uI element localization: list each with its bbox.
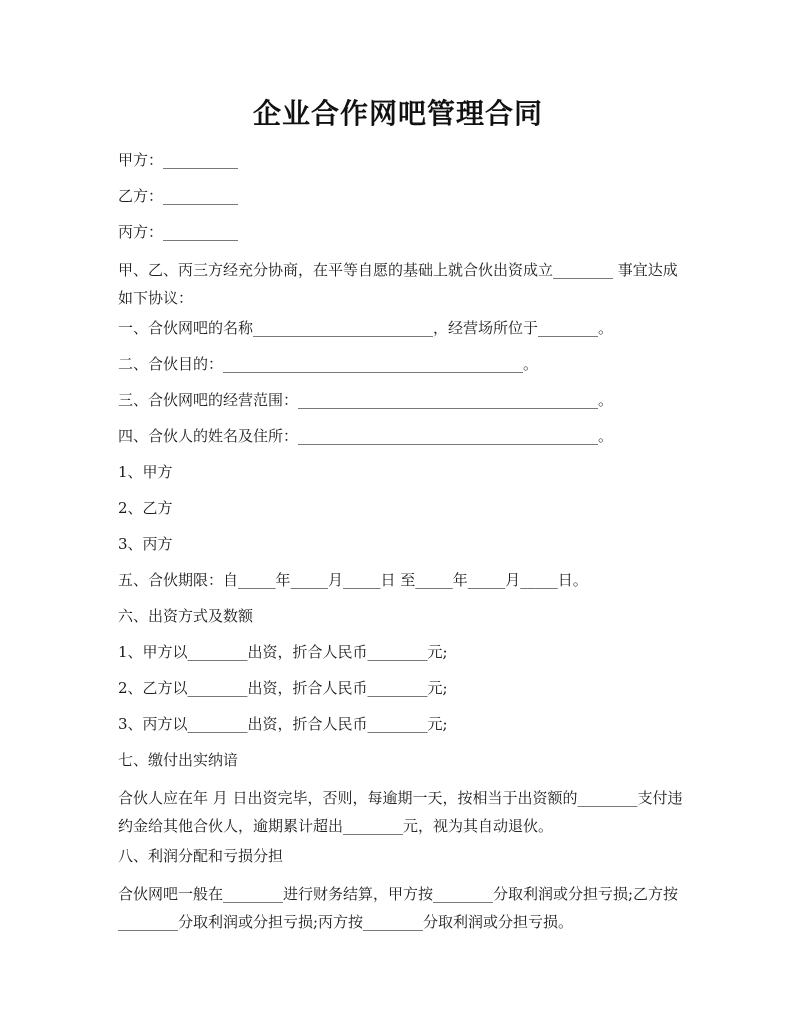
document-title: 企业合作网吧管理合同: [252, 97, 543, 130]
party-b-line: 乙方：__________: [118, 187, 239, 205]
partner-item-b: 2、乙方: [118, 499, 173, 517]
partner-item-a: 1、甲方: [118, 463, 173, 481]
clause-2-purpose: 二、合伙目的：________________________________________。: [118, 355, 539, 373]
profit-loss-paragraph: 合伙网吧一般在________进行财务结算，甲方按________分取利润或分担亏损;乙方按________分取利润或分担亏损;丙方按________分取利润或分担亏损。: [118, 885, 679, 931]
clause-1-name: 一、合伙网吧的名称________________________，经营场所位于________。: [118, 319, 614, 337]
clause-8-profit-loss: 八、利润分配和亏损分担: [118, 847, 284, 865]
partner-item-c: 3、丙方: [118, 535, 173, 553]
clause-7-payment: 七、缴付出实纳谙: [118, 751, 239, 769]
clause-5-term: 五、合伙期限：自_____年_____月_____日 至_____年_____月_____日。: [118, 571, 588, 589]
contribution-item-c: 3、丙方以________出资，折合人民币________元;: [118, 715, 448, 733]
party-c-line: 丙方：__________: [118, 223, 239, 241]
payment-paragraph: 合伙人应在年 月 日出资完毕，否则，每逾期一天，按相当于出资额的________支付违约金给其他合伙人，逾期累计超出________元，视为其自动退伙。: [118, 789, 683, 835]
preamble-paragraph: 甲、乙、丙三方经充分协商，在平等自愿的基础上就合伙出资成立________ 事宜达成如下协议：: [118, 261, 678, 307]
contribution-item-b: 2、乙方以________出资，折合人民币________元;: [118, 679, 448, 697]
clause-3-scope: 三、合伙网吧的经营范围：________________________________________。: [118, 391, 614, 409]
party-a-line: 甲方：__________: [118, 151, 239, 169]
clause-4-partners: 四、合伙人的姓名及住所：________________________________________。: [118, 427, 614, 445]
clause-6-contribution: 六、出资方式及数额: [118, 607, 254, 625]
contribution-item-a: 1、甲方以________出资，折合人民币________元;: [118, 643, 448, 661]
